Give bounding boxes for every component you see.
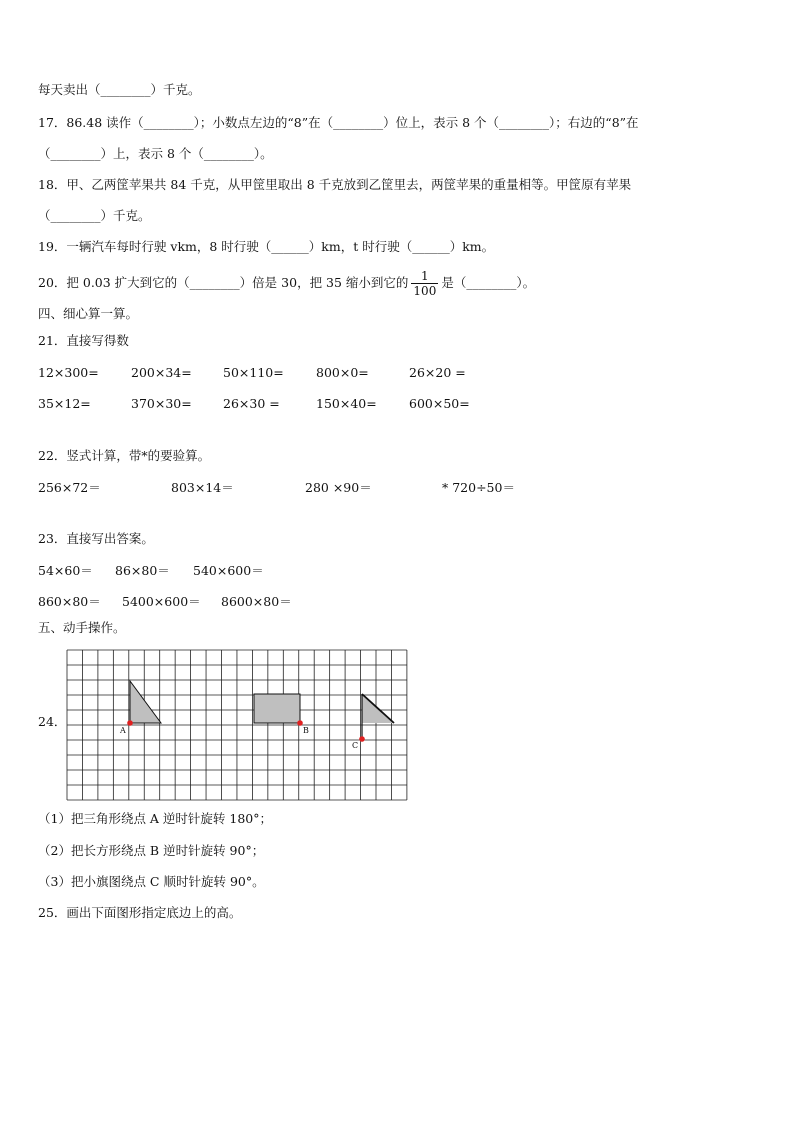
q20 — [38, 268, 535, 298]
q20-text-after: 是（________）。 — [441, 275, 536, 290]
q22-item: 280 ×90＝ — [305, 480, 372, 495]
point-a-label: A — [120, 726, 126, 735]
q24-task-1: （1）把三角形绕点 A 逆时针旋转 180°； — [38, 811, 273, 826]
q21-item: 370×30= — [131, 396, 192, 411]
section-5-heading: 五、动手操作。 — [38, 620, 126, 635]
q18-line-2: （________）千克。 — [38, 208, 151, 223]
point-b-label: B — [303, 726, 309, 735]
q20-fraction — [411, 269, 438, 298]
q21-item: 150×40= — [316, 396, 377, 411]
q23-item: 5400×600＝ — [122, 594, 201, 609]
point-b-marker — [297, 720, 303, 726]
point-a-marker — [127, 720, 133, 726]
q21-item: 200×34= — [131, 365, 192, 380]
q23-item: 860×80＝ — [38, 594, 101, 609]
q23-item: 8600×80＝ — [221, 594, 292, 609]
q18-line-1: 18．甲、乙两筐苹果共 84 千克，从甲筐里取出 8 千克放到乙筐里去，两筐苹果的重量相等。甲筐原有苹果 — [38, 177, 632, 192]
grid-lines — [67, 650, 407, 800]
q24-number: 24． — [38, 714, 67, 729]
q16-tail: 每天卖出（________）千克。 — [38, 82, 201, 97]
q21-item: 26×30 = — [223, 396, 280, 411]
q20-fraction-denominator: 100 — [413, 284, 437, 298]
q22-item: * 720÷50＝ — [442, 480, 515, 495]
q24-task-2: （2）把长方形绕点 B 逆时针旋转 90°； — [38, 843, 265, 858]
q24-grid-figure — [66, 649, 412, 801]
q23-item: 54×60＝ — [38, 563, 93, 578]
q21-item: 35×12= — [38, 396, 91, 411]
q22-item: 256×72＝ — [38, 480, 101, 495]
q20-text-before: 20．把 0.03 扩大到它的（________）倍是 30，把 35 缩小到它的 — [38, 275, 409, 290]
q17-line-2: （________）上，表示 8 个（________）。 — [38, 146, 273, 161]
q23-item: 540×600＝ — [193, 563, 264, 578]
q21-item: 26×20 = — [409, 365, 466, 380]
q23-title: 23．直接写出答案。 — [38, 531, 154, 546]
rectangle-shape — [254, 694, 300, 723]
section-4-heading: 四、细心算一算。 — [38, 306, 139, 321]
q21-item: 800×0= — [316, 365, 369, 380]
q21-item: 50×110= — [223, 365, 284, 380]
q21-title: 21．直接写得数 — [38, 333, 129, 348]
point-c-marker — [359, 736, 365, 742]
q17-line-1: 17．86.48 读作（________）；小数点左边的“8”在（________）位上，表示 8 个（________）；右边的“8”在 — [38, 115, 639, 130]
q25: 25．画出下面图形指定底边上的高。 — [38, 905, 242, 920]
q21-item: 600×50= — [409, 396, 470, 411]
q21-item: 12×300= — [38, 365, 99, 380]
triangle-shape — [130, 681, 161, 723]
q20-fraction-numerator: 1 — [411, 269, 438, 284]
q23-item: 86×80＝ — [115, 563, 170, 578]
q22-item: 803×14＝ — [171, 480, 234, 495]
point-c-label: C — [352, 741, 359, 750]
q19: 19．一辆汽车每时行驶 vkm，8 时行驶（______）km，t 时行驶（______）km。 — [38, 239, 495, 254]
q22-title: 22．竖式计算，带*的要验算。 — [38, 448, 211, 463]
q24-task-3: （3）把小旗图绕点 C 顺时针旋转 90°。 — [38, 874, 265, 889]
